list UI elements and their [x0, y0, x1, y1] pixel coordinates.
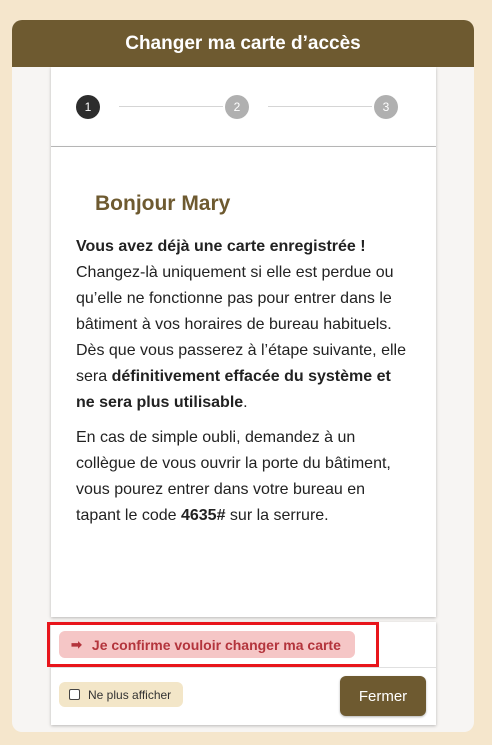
warning-paragraph	[76, 234, 411, 416]
arrow-right-icon: ➡	[71, 637, 82, 652]
step-3-indicator: 3	[374, 95, 398, 119]
dont-show-again-label: Ne plus afficher	[88, 687, 172, 702]
warning-strong-2: définitivement effacée du système et ne sera plus utilisable	[76, 368, 391, 411]
message-card	[51, 147, 436, 617]
confirm-change-card-button[interactable]	[59, 631, 355, 658]
dialog-footer	[51, 668, 436, 725]
warning-end: .	[243, 394, 248, 411]
step-2-indicator: 2	[225, 95, 249, 119]
confirm-button-label: Je confirme vouloir changer ma carte	[91, 636, 341, 653]
step-connector	[268, 106, 372, 107]
change-card-dialog	[12, 20, 474, 732]
step-connector	[119, 106, 223, 107]
forgot-paragraph	[76, 425, 411, 529]
stepper-card	[51, 67, 436, 147]
warning-strong: Vous avez déjà une carte enregistrée !	[76, 238, 366, 255]
forgot-end: sur la serrure.	[225, 507, 329, 524]
warning-text-2: Dès que vous passerez à l’étape suivante, elle sera	[76, 342, 406, 385]
step-1-indicator: 1	[76, 95, 100, 119]
action-card	[51, 622, 436, 725]
warning-text: Changez-là uniquement si elle est perdue ou qu’elle ne fonctionne pas pour entrer dans le bâtiment à vos horaires de bureau habituels.	[76, 264, 394, 333]
checkbox-icon[interactable]	[69, 689, 80, 700]
forgot-text: En cas de simple oubli, demandez à un collègue de vous ouvrir la porte du bâtiment, vous pourez entrer dans votre bureau en tapant le code	[76, 429, 391, 524]
dialog-title: Changer ma carte d’accès	[12, 20, 474, 67]
greeting-title: Bonjour Mary	[95, 192, 231, 215]
stepper	[76, 95, 401, 119]
confirm-row	[51, 622, 436, 668]
close-button[interactable]: Fermer	[340, 676, 426, 716]
dont-show-again-toggle[interactable]	[59, 682, 183, 707]
door-code: 4635#	[180, 507, 226, 524]
